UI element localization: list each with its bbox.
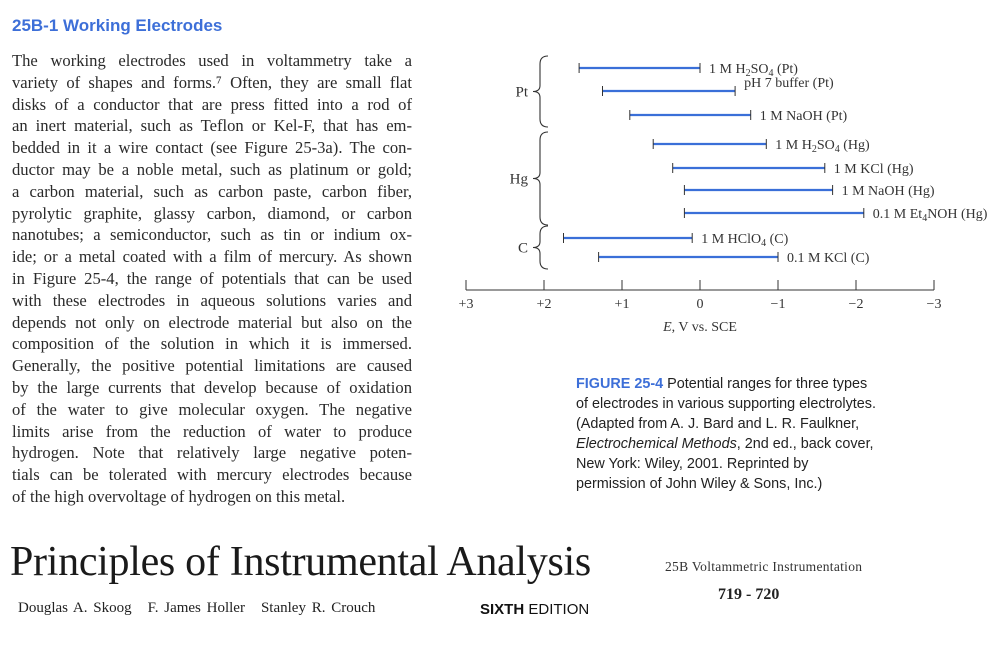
label-segment: 1 M KCl (Hg) — [833, 162, 914, 177]
caption-italic: Electrochemical Methods — [576, 436, 737, 452]
label-segment: 2 — [811, 144, 817, 155]
body-line: by the large currents that develop because of oxidation — [12, 377, 412, 397]
caption-text-1: Potential ranges for three types of electrodes in various supporting electrolytes. (Adapted from A. J. Bard and L. R. Faulkner, — [576, 376, 876, 432]
page-numbers: 719 - 720 — [718, 586, 780, 603]
body-line: ductor may be a noble metal, such as platinum or gold; — [12, 159, 412, 179]
x-tick-label: −3 — [926, 297, 942, 312]
book-title: Principles of Instrumental Analysis — [10, 539, 591, 585]
x-tick-label: 0 — [696, 297, 704, 312]
range-label — [834, 162, 914, 177]
label-segment: 1 M NaOH (Pt) — [759, 109, 848, 124]
label-segment: 0.1 M KCl (C) — [787, 251, 870, 266]
body-line: bedded in it a wire contact (see Figure 25-3a). The con- — [12, 138, 412, 158]
label-segment: NOH (Hg) — [927, 207, 988, 222]
section-title: 25B-1 Working Electrodes — [12, 16, 223, 35]
body-line: tials can be tolerated with mercury electrodes because — [12, 465, 412, 485]
body-line: Generally, the positive potential limitations are caused — [12, 356, 412, 376]
label-segment: pH 7 buffer (Pt) — [744, 76, 834, 91]
label-segment: SO — [816, 138, 835, 153]
label-segment: 1 M NaOH (Hg) — [841, 184, 935, 199]
body-line: depends not only on electrode material but also on the — [12, 312, 412, 332]
group-brace — [533, 56, 548, 127]
x-axis-label — [662, 320, 737, 335]
edition-word: EDITION — [524, 601, 590, 618]
label-segment: 1 M H — [775, 138, 812, 153]
body-line: of the high overvoltage of hydrogen on this metal. — [12, 486, 346, 506]
label-segment: (C) — [766, 232, 789, 247]
label-segment: 4 — [768, 68, 774, 79]
axis-label-var: E — [663, 320, 672, 335]
body-line: in Figure 25-4, the range of potentials that can be used — [12, 268, 412, 288]
author: Douglas A. Skoog — [18, 600, 132, 616]
authors — [18, 600, 391, 617]
edition — [480, 601, 589, 618]
x-tick-label: +2 — [536, 297, 552, 312]
body-line: The working electrodes used in voltammetry take a — [12, 51, 412, 70]
x-tick-label: −1 — [770, 297, 786, 312]
range-label — [701, 232, 788, 249]
range-label — [760, 109, 848, 124]
author: Stanley R. Crouch — [260, 600, 376, 616]
caption-text-2: , 2nd ed., back cover, New York: Wiley, 2001. Reprinted by permission of John Wiley & Sons, Inc.) — [576, 436, 874, 492]
x-tick-label: −2 — [848, 297, 864, 312]
axis-label-unit: , V vs. SCE — [671, 320, 737, 335]
range-label — [744, 76, 834, 91]
label-segment: 4 — [834, 144, 840, 155]
label-segment: 1 M H — [709, 62, 746, 77]
body-line: disks of a conductor that are press fitted into a rod of — [12, 94, 412, 114]
x-tick-label: +3 — [458, 297, 474, 312]
body-line: pyrolytic graphite, glassy carbon, diamond, or carbon — [12, 203, 412, 223]
label-segment: 4 — [761, 238, 767, 249]
figure-label: FIGURE 25-4 — [576, 376, 664, 392]
label-segment: (Hg) — [839, 138, 870, 153]
group-label: C — [517, 240, 528, 257]
body-text — [12, 50, 412, 508]
label-segment: 2 — [745, 68, 751, 79]
figure-caption — [576, 374, 876, 494]
body-line: with these electrodes in aqueous solutions varies and — [12, 290, 412, 310]
edition-number: SIXTH — [480, 601, 525, 618]
body-line: limits arise from the reduction of water to produce — [12, 421, 412, 441]
group-label: Pt — [515, 84, 528, 101]
body-line: an inert material, such as Teflon or Kel-F, that has em- — [12, 116, 412, 136]
group-brace — [533, 132, 548, 225]
label-segment: SO — [750, 62, 769, 77]
author: F. James Holler — [147, 600, 245, 616]
chapter-heading: 25B Voltammetric Instrumentation — [665, 559, 863, 574]
range-label — [787, 251, 870, 266]
label-segment: 0.1 M Et — [872, 207, 923, 222]
body-line: variety of shapes and forms.⁷ Often, they are small flat — [12, 72, 412, 92]
body-line: of the water to give molecular oxygen. The negative — [12, 399, 412, 419]
group-label: Hg — [509, 171, 528, 188]
range-label — [873, 207, 988, 224]
potential-range-chart — [440, 45, 1000, 345]
body-line: composition of the solution in which it is immersed. — [12, 334, 412, 354]
group-brace — [533, 226, 548, 269]
x-tick-label: +1 — [614, 297, 630, 312]
body-line: ide; or a metal coated with a film of mercury. As shown — [12, 247, 412, 267]
range-label — [842, 184, 935, 199]
body-line: a carbon material, such as carbon paste, carbon fiber, — [12, 181, 412, 201]
range-label — [775, 138, 870, 155]
label-segment: 1 M HClO — [701, 232, 762, 247]
label-segment: 4 — [922, 213, 928, 224]
label-segment: (Pt) — [773, 62, 798, 77]
body-line: nanotubes; a semiconductor, such as tin or indium ox- — [12, 225, 412, 245]
body-line: hydrogen. Note that relatively large negative poten- — [12, 443, 412, 463]
